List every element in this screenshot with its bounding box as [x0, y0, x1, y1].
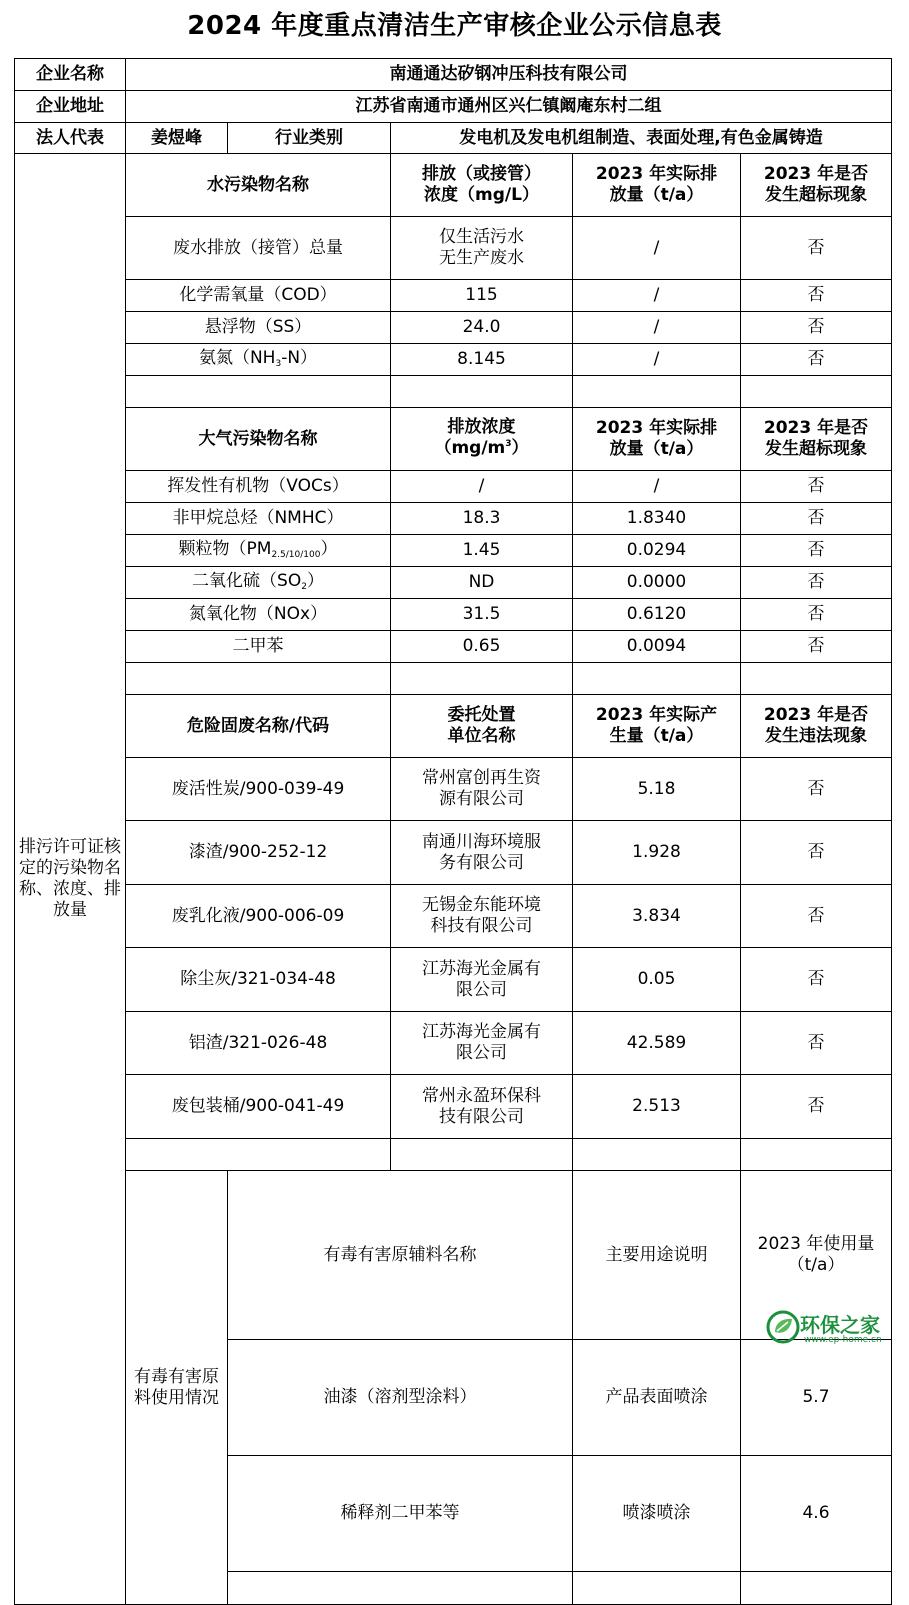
spacer-row: [15, 663, 892, 695]
air-row-conc: 31.5: [391, 599, 573, 631]
hazardous-row-unit: 无锡金东能环境 科技有限公司: [391, 885, 573, 948]
company-name-row: [15, 59, 892, 91]
water-row-amount: /: [573, 217, 741, 280]
legal-rep-label: 法人代表: [15, 123, 126, 154]
hazardous-row-unit: 常州永盈环保科 技有限公司: [391, 1075, 573, 1139]
air-row-name: 二甲苯: [126, 631, 391, 663]
water-header-row: [15, 154, 892, 217]
hazardous-row-unit: 常州富创再生资 源有限公司: [391, 758, 573, 821]
air-row-conc: 0.65: [391, 631, 573, 663]
hazardous-row-name: 除尘灰/321-034-48: [126, 948, 391, 1012]
hazardous-amount-header: 2023 年实际产 生量（t/a）: [573, 695, 741, 758]
toxic-row-use: 产品表面喷涂: [573, 1340, 741, 1456]
hazardous-header-row: [15, 695, 892, 758]
hazardous-row-violation: 否: [741, 948, 892, 1012]
hazardous-row-name: 废包装桶/900-041-49: [126, 1075, 391, 1139]
table-row: [15, 599, 892, 631]
air-row-exceed: 否: [741, 503, 892, 535]
water-row-exceed: 否: [741, 312, 892, 344]
table-row: [15, 631, 892, 663]
air-row-amount: 0.0000: [573, 567, 741, 599]
company-name-value: 南通通达矽钢冲压科技有限公司: [126, 59, 892, 91]
air-name-header: 大气污染物名称: [126, 408, 391, 471]
industry-label: 行业类别: [228, 123, 391, 154]
table-row: [15, 503, 892, 535]
table-row: [15, 885, 892, 948]
hazardous-row-violation: 否: [741, 821, 892, 885]
disclosure-table: [14, 58, 892, 1605]
hazardous-row-unit: 江苏海光金属有 限公司: [391, 948, 573, 1012]
water-row-name: 废水排放（接管）总量: [126, 217, 391, 280]
hazardous-row-violation: 否: [741, 1075, 892, 1139]
toxic-name-header: 有毒有害原辅料名称: [228, 1171, 573, 1340]
hazardous-violation-header: 2023 年是否 发生违法现象: [741, 695, 892, 758]
hazardous-row-name: 废乳化液/900-006-09: [126, 885, 391, 948]
table-row: [15, 948, 892, 1012]
table-row: [15, 1012, 892, 1075]
hazardous-row-amount: 42.589: [573, 1012, 741, 1075]
company-address-value: 江苏省南通市通州区兴仁镇阚庵东村二组: [126, 91, 892, 123]
hazardous-row-violation: 否: [741, 1012, 892, 1075]
toxic-row-use: 喷漆喷涂: [573, 1456, 741, 1572]
company-address-label: 企业地址: [15, 91, 126, 123]
water-row-conc: 8.145: [391, 344, 573, 376]
air-row-amount: 0.0294: [573, 535, 741, 567]
water-amount-header: 2023 年实际排 放量（t/a）: [573, 154, 741, 217]
water-name-header: 水污染物名称: [126, 154, 391, 217]
air-row-amount: 0.0094: [573, 631, 741, 663]
air-conc-header: 排放浓度 $(mg/m^3)$: [391, 408, 573, 471]
table-row: [15, 217, 892, 280]
toxic-row-name: 稀释剂二甲苯等: [228, 1456, 573, 1572]
air-row-exceed: 否: [741, 599, 892, 631]
air-row-conc: ND: [391, 567, 573, 599]
industry-value: 发电机及发电机组制造、表面处理,有色金属铸造: [391, 123, 892, 154]
air-row-conc: /: [391, 471, 573, 503]
hazardous-row-amount: 0.05: [573, 948, 741, 1012]
air-row-conc: 1.45: [391, 535, 573, 567]
air-row-amount: /: [573, 471, 741, 503]
toxic-header-row: [15, 1171, 892, 1340]
watermark-url: www.ep-home.cn: [804, 1335, 882, 1345]
air-row-name: 非甲烷总烃（NMHC）: [126, 503, 391, 535]
toxic-use-header: 主要用途说明: [573, 1171, 741, 1340]
legal-rep-value: 姜煜峰: [126, 123, 228, 154]
air-row-name: 二氧化硫$(SO_2)$: [126, 567, 391, 599]
toxic-row-amount: 4.6: [741, 1456, 892, 1572]
spacer-row: [15, 1139, 892, 1171]
water-exceed-header: 2023 年是否 发生超标现象: [741, 154, 892, 217]
table-row: [15, 312, 892, 344]
water-row-conc: 115: [391, 280, 573, 312]
air-row-amount: 0.6120: [573, 599, 741, 631]
hazardous-row-name: 废活性炭/900-039-49: [126, 758, 391, 821]
table-row: [15, 567, 892, 599]
hazardous-row-violation: 否: [741, 758, 892, 821]
air-exceed-header: 2023 年是否 发生超标现象: [741, 408, 892, 471]
hazardous-row-violation: 否: [741, 885, 892, 948]
water-row-conc: 仅生活污水 无生产废水: [391, 217, 573, 280]
company-address-row: [15, 91, 892, 123]
hazardous-row-unit: 江苏海光金属有 限公司: [391, 1012, 573, 1075]
table-row: [15, 471, 892, 503]
air-row-name: 挥发性有机物（VOCs）: [126, 471, 391, 503]
air-row-exceed: 否: [741, 631, 892, 663]
table-row: [15, 344, 892, 376]
air-row-exceed: 否: [741, 471, 892, 503]
air-row-exceed: 否: [741, 535, 892, 567]
air-amount-header: 2023 年实际排 放量（t/a）: [573, 408, 741, 471]
water-row-conc: 24.0: [391, 312, 573, 344]
table-row: [15, 758, 892, 821]
water-row-amount: /: [573, 344, 741, 376]
leaf-logo-icon: [766, 1310, 800, 1344]
page-title: 2024 年度重点清洁生产审核企业公示信息表: [187, 11, 722, 41]
spacer-row: [15, 376, 892, 408]
table-row: [15, 280, 892, 312]
water-row-amount: /: [573, 280, 741, 312]
hazardous-row-unit: 南通川海环境服 务有限公司: [391, 821, 573, 885]
toxic-row-amount: 5.7: [741, 1340, 892, 1456]
table-row: [15, 1075, 892, 1139]
hazardous-row-name: 铝渣/321-026-48: [126, 1012, 391, 1075]
air-row-amount: 1.8340: [573, 503, 741, 535]
water-row-exceed: 否: [741, 217, 892, 280]
hazardous-row-amount: 3.834: [573, 885, 741, 948]
toxic-row-name: 油漆（溶剂型涂料）: [228, 1340, 573, 1456]
water-conc-header: 排放（或接管） 浓度（mg/L）: [391, 154, 573, 217]
watermark-text: 环保之家: [800, 1313, 880, 1337]
hazardous-row-amount: 5.18: [573, 758, 741, 821]
water-row-exceed: 否: [741, 344, 892, 376]
hazardous-name-header: 危险固废名称/代码: [126, 695, 391, 758]
water-row-name: 化学需氧量（COD）: [126, 280, 391, 312]
air-row-conc: 18.3: [391, 503, 573, 535]
table-row: [15, 535, 892, 567]
pollutant-section-label: 排污许可证核定的污染物名称、浓度、排放量: [15, 154, 126, 1605]
water-row-amount: /: [573, 312, 741, 344]
water-row-name: 氨氮$(NH_3-N)$: [126, 344, 391, 376]
hazardous-unit-header: 委托处置 单位名称: [391, 695, 573, 758]
water-row-exceed: 否: [741, 280, 892, 312]
hazardous-row-amount: 1.928: [573, 821, 741, 885]
air-row-name: 氮氧化物（NOx）: [126, 599, 391, 631]
hazardous-row-name: 漆渣/900-252-12: [126, 821, 391, 885]
legal-industry-row: [15, 123, 892, 154]
air-header-row: [15, 408, 892, 471]
toxic-section-label: 有毒有害原料使用情况: [126, 1171, 228, 1605]
hazardous-row-amount: 2.513: [573, 1075, 741, 1139]
watermark: [764, 1306, 909, 1351]
company-name-label: 企业名称: [15, 59, 126, 91]
air-row-exceed: 否: [741, 567, 892, 599]
toxic-amount-header: 2023 年使用量 （t/a）: [741, 1171, 892, 1340]
air-row-name: 颗粒物$(PM_{2.5/10/100})$: [126, 535, 391, 567]
water-row-name: 悬浮物（SS）: [126, 312, 391, 344]
table-row: [15, 821, 892, 885]
